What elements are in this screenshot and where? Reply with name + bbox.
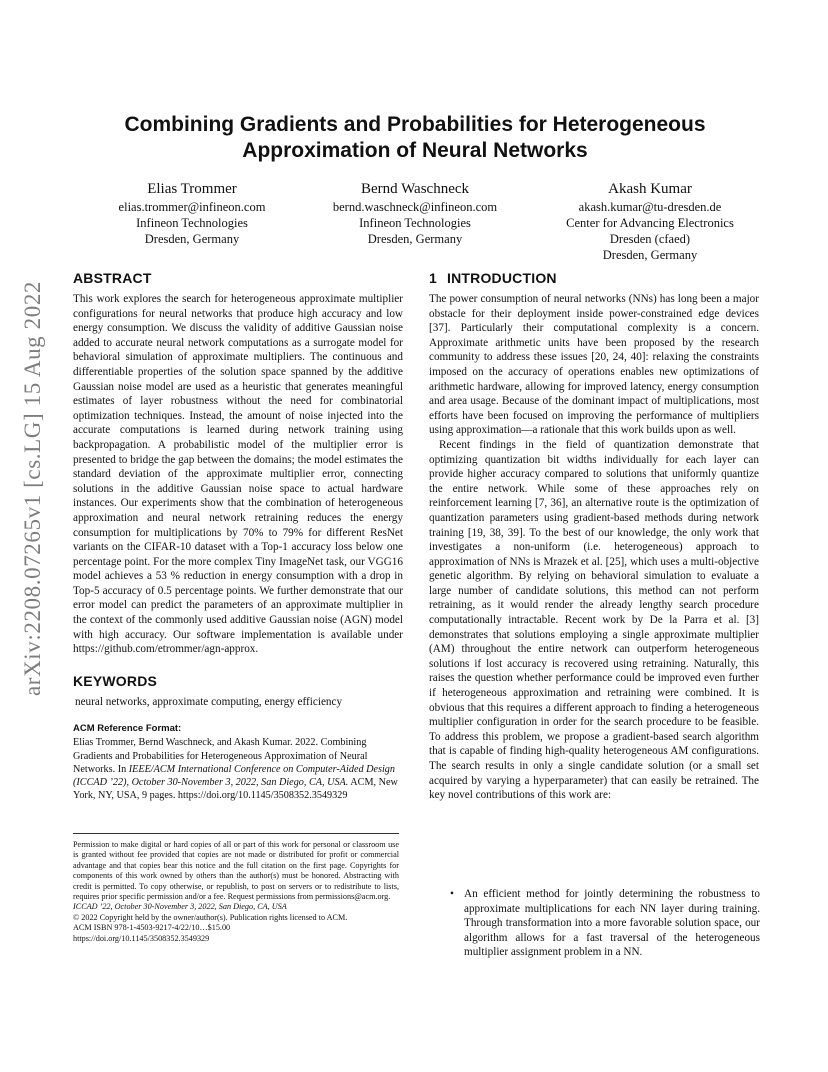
author-location: Dresden, Germany — [367, 232, 463, 246]
abstract-text: This work explores the search for heterogeneous approximate multiplier configurations for neural networks that produce high accuracy and low energy consumption. We discuss the validity of additive Gaussian noise added to accurate neural network computations as a surrogate model for behavioral simulation of approximate multipliers. The continuous and differentiable properties of the solution space spanned by the additive Gaussian noise model are used as a heuristic that generates meaningful estimates of layer robustness without the need for combinatorial optimization techniques. Instead, the amount of noise injected into the accurate computations is learned during network training using backpropagation. A probabilistic model of the multiplier error is presented to bridge the gap between the domains; the model estimates the standard deviation of the approximate multiplier error, connecting solutions in the additive Gaussian noise space to actual hardware instances. Our experiments show that the combination of heterogeneous approximation and neural network retraining reduces the energy consumption for multiplications by 70% to 79% for different ResNet variants on the CIFAR-10 dataset with a Top-1 accuracy loss below one percentage point. For the more complex Tiny ImageNet task, our VGG16 model achieves a 53 % reduction in energy consumption with a drop in Top-5 accuracy of 0.5 percentage points. We further demonstrate that our error model can predict the parameters of an approximate multiplier in the context of the commonly used additive Gaussian noise (AGN) model with high accuracy. Our software implementation is available under https://github.com/etrommer/agn-approx. — [73, 293, 403, 656]
footnote-divider — [73, 833, 399, 834]
paper-title — [60, 112, 770, 164]
intro-paragraph-1: The power consumption of neural networks (NNs) has long been a major obstacle for their deployment inside power-constrained edge devices [37]. Particularly their computational complexity is a concern. Approximate arithmetic units have been proposed by the research community to address these issues [20, 24, 40]: relaxing the constraints imposed on the accuracy of operations enables new optimizations of arithmetic hardware, allowing for improved latency, energy consumption and area usage. Because of the dominant impact of multiplications, most efforts have been focused on improving the performance of multipliers using approximation—a rationale that this work builds upon as well. — [429, 293, 759, 437]
author-block-3 — [535, 180, 765, 263]
isbn-line: ACM ISBN 978-1-4503-9217-4/22/10…$15.00 — [73, 923, 231, 933]
title-line-2: Approximation of Neural Networks — [242, 139, 588, 162]
acm-reference-venue: IEEE/ACM International Conference on Computer-Aided Design (ICCAD ’22), October 30-November 3, 2022, San Diego, CA, USA. — [73, 763, 395, 789]
arxiv-identifier: arXiv:2208.07265v1 [cs.LG] 15 Aug 2022 — [20, 280, 45, 696]
keywords-text: neural networks, approximate computing, energy efficiency — [75, 695, 343, 708]
section-title: INTRODUCTION — [447, 270, 557, 286]
copyright-line: © 2022 Copyright held by the owner/author(s). Publication rights licensed to ACM. — [73, 912, 348, 922]
author-name: Akash Kumar — [608, 181, 692, 197]
author-name: Bernd Waschneck — [360, 181, 470, 197]
author-affiliation-2: Dresden (cfaed) — [609, 232, 691, 246]
list-item — [450, 887, 760, 960]
conference-line: ICCAD ’22, October 30-November 3, 2022, San Diego, CA, USA — [73, 902, 287, 912]
section-number: 1 — [429, 270, 437, 286]
author-name: Elias Trommer — [147, 181, 237, 197]
author-affiliation: Center for Advancing Electronics — [566, 216, 734, 230]
abstract-heading: ABSTRACT — [73, 270, 152, 286]
bullet-icon: • — [450, 888, 454, 900]
author-email: bernd.waschneck@infineon.com — [332, 200, 498, 214]
introduction-heading — [429, 270, 759, 286]
acm-reference-authors: Elias Trommer, Bernd Waschneck, and Akash Kumar. 2022. Combining Gradients and Probabilities for Heterogeneous Approximation of Neural Networks. In — [73, 737, 368, 775]
author-block-2 — [300, 180, 530, 247]
contributions-list — [450, 887, 760, 960]
permission-notice — [73, 840, 399, 944]
acm-reference-publisher: ACM, New York, NY, USA, 9 pages. https://doi.org/10.1145/3508352.3549329 — [73, 777, 398, 802]
author-email: akash.kumar@tu-dresden.de — [578, 200, 722, 214]
author-block-1 — [77, 180, 307, 247]
right-column — [429, 270, 759, 803]
keywords-heading: KEYWORDS — [73, 672, 158, 689]
author-email: elias.trommer@infineon.com — [118, 200, 266, 214]
author-location: Dresden, Germany — [144, 232, 240, 246]
author-location: Dresden, Germany — [602, 248, 698, 262]
contribution-text: An efficient method for jointly determining the robustness to approximate multiplications for each NN layer during training. Through transformation into a more favorable solution space, our algorithm allows for a fast traversal of the heterogeneous multiplier assignment problem in a NN. — [464, 888, 760, 959]
author-affiliation: Infineon Technologies — [359, 216, 471, 230]
doi-line: https://doi.org/10.1145/3508352.3549329 — [73, 933, 210, 943]
left-column — [73, 270, 403, 802]
acm-reference-text — [73, 736, 403, 802]
permission-text: Permission to make digital or hard copies of all or part of this work for personal or classroom use is granted without fee provided that copies are not made or distributed for profit or commercial advantage and that copies bear this notice and the full citation on the first page. Copyrights for components of this work owned by others than the author(s) must be honored. Abstracting with credit is permitted. To copy otherwise, or republish, to post on servers or to redistribute to lists, requires prior specific permission and/or a fee. Request permissions from permissions@acm.org. — [73, 840, 399, 902]
acm-reference-heading: ACM Reference Format: — [73, 723, 182, 735]
intro-paragraph-2: Recent findings in the field of quantization demonstrate that optimizing quantization bit widths individually for each layer can provide higher accuracy compared to solutions that uniformly quantize the entire network. While some of these approaches rely on reinforcement learning [7, 36], an alternative route is the optimization of quantization parameters using gradient-based methods during network training [19, 38, 39]. To the best of our knowledge, the only work that investigates a non-uniform (i.e. heterogeneous) approach to approximation of NNs is Mrazek et al. [25], which uses a multi-objective genetic algorithm. By relying on behavioral simulation to evaluate a large number of candidate solutions, this method can not perform retraining, as it would render the already lengthy search procedure computationally intractable. Recent work by De la Parra et al. [3] demonstrates that solutions employing a single approximate multiplier (AM) throughout the entire network can outperform heterogeneous solutions if lost accuracy is recovered using retraining. Naturally, this raises the question whether performance could be improved even further if heterogeneous approximation and retraining were combined. It is obvious that this requires a different approach to finding a heterogeneous multiplier configuration in order for the search procedure to be feasible. To address this problem, we propose a gradient-based search algorithm that is capable of finding high-quality heterogeneous AM configurations. The search results in only a single candidate solution (or a small set acquired by varying a hyperparameter) that can easily be retrained. The key novel contributions of this work are: — [429, 438, 759, 802]
author-affiliation: Infineon Technologies — [136, 216, 248, 230]
title-line-1: Combining Gradients and Probabilities for Heterogeneous — [124, 113, 706, 136]
